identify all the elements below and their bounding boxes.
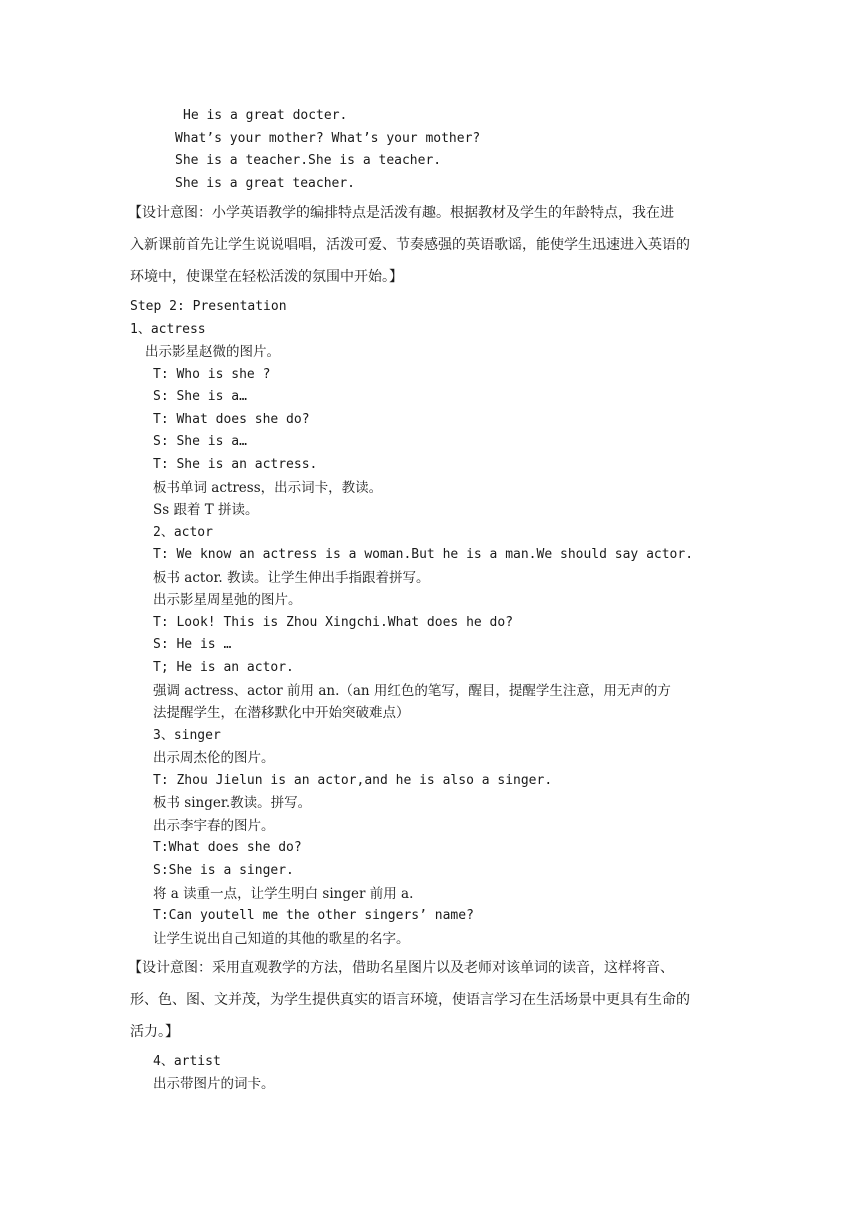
dialogue-line: T; He is an actor.: [153, 660, 294, 675]
dialogue-line: S: She is a…: [153, 389, 247, 404]
lesson-line: 将 a 读重一点，让学生明白 singer 前用 a.: [153, 886, 414, 902]
dialogue-line: T: Look! This is Zhou Xingchi.What does he do?: [153, 615, 514, 630]
design-intent-line: 形、色、图、文并茂，为学生提供真实的语言环境，使语言学习在生活场景中更具有生命的: [130, 992, 690, 1008]
dialogue-line: S: He is …: [153, 637, 232, 652]
emphasis-line: 法提醒学生，在潜移默化中开始突破难点）: [153, 705, 410, 721]
design-intent-line: 【设计意图：采用直观教学的方法，借助名星图片以及老师对该单词的读音，这样将音、: [128, 960, 674, 976]
dialogue-line: T: Who is she ?: [153, 367, 271, 382]
lesson-line: Ss 跟着 T 拼读。: [153, 502, 259, 518]
song-line: He is a great docter.: [183, 108, 348, 123]
lesson-line: 板书 actor. 教读。让学生伸出手指跟着拼写。: [153, 570, 430, 586]
design-intent-line: 活力。】: [130, 1024, 179, 1040]
item-heading-singer: 3、singer: [153, 728, 221, 743]
dialogue-line: S:She is a singer.: [153, 863, 294, 878]
dialogue-line: T: What does she do?: [153, 412, 310, 427]
dialogue-line: T: She is an actress.: [153, 457, 318, 472]
lesson-line: 出示影星周星弛的图片。: [153, 592, 302, 608]
lesson-line: 出示李宇春的图片。: [153, 818, 275, 834]
lesson-line: 出示影星赵微的图片。: [145, 344, 280, 360]
item-heading-artist: 4、artist: [153, 1054, 221, 1069]
dialogue-line: T: We know an actress is a woman.But he is a man.We should say actor.: [153, 547, 694, 562]
dialogue-line: S: She is a…: [153, 434, 247, 449]
lesson-line: 板书单词 actress，出示词卡，教读。: [153, 480, 383, 496]
dialogue-line: T: Zhou Jielun is an actor,and he is also a singer.: [153, 773, 553, 788]
song-line: What’s your mother? What’s your mother?: [175, 131, 481, 146]
dialogue-line: T:What does she do?: [153, 840, 302, 855]
lesson-line: 出示周杰伦的图片。: [153, 750, 275, 766]
design-intent-line: 【设计意图：小学英语教学的编排特点是活泼有趣。根据教材及学生的年龄特点，我在进: [128, 205, 674, 221]
song-line: She is a teacher.She is a teacher.: [175, 153, 442, 168]
song-line: She is a great teacher.: [175, 176, 356, 191]
step-heading: Step 2: Presentation: [130, 299, 287, 314]
emphasis-line: 强调 actress、actor 前用 an.（an 用红色的笔写，醒目，提醒学生注意，用无声的方: [153, 683, 671, 699]
lesson-line: 出示带图片的词卡。: [153, 1076, 275, 1092]
item-heading-actor: 2、actor: [153, 525, 213, 540]
item-heading-actress: 1、actress: [130, 322, 206, 337]
lesson-line: 板书 singer.教读。拼写。: [153, 795, 312, 811]
design-intent-line: 环境中，使课堂在轻松活泼的氛围中开始。】: [130, 269, 403, 285]
dialogue-line: T:Can youtell me the other singers’ name?: [153, 908, 474, 923]
design-intent-line: 入新课前首先让学生说说唱唱，活泼可爱、节奏感强的英语歌谣，能使学生迅速进入英语的: [130, 237, 690, 253]
lesson-line: 让学生说出自己知道的其他的歌星的名字。: [153, 931, 410, 947]
